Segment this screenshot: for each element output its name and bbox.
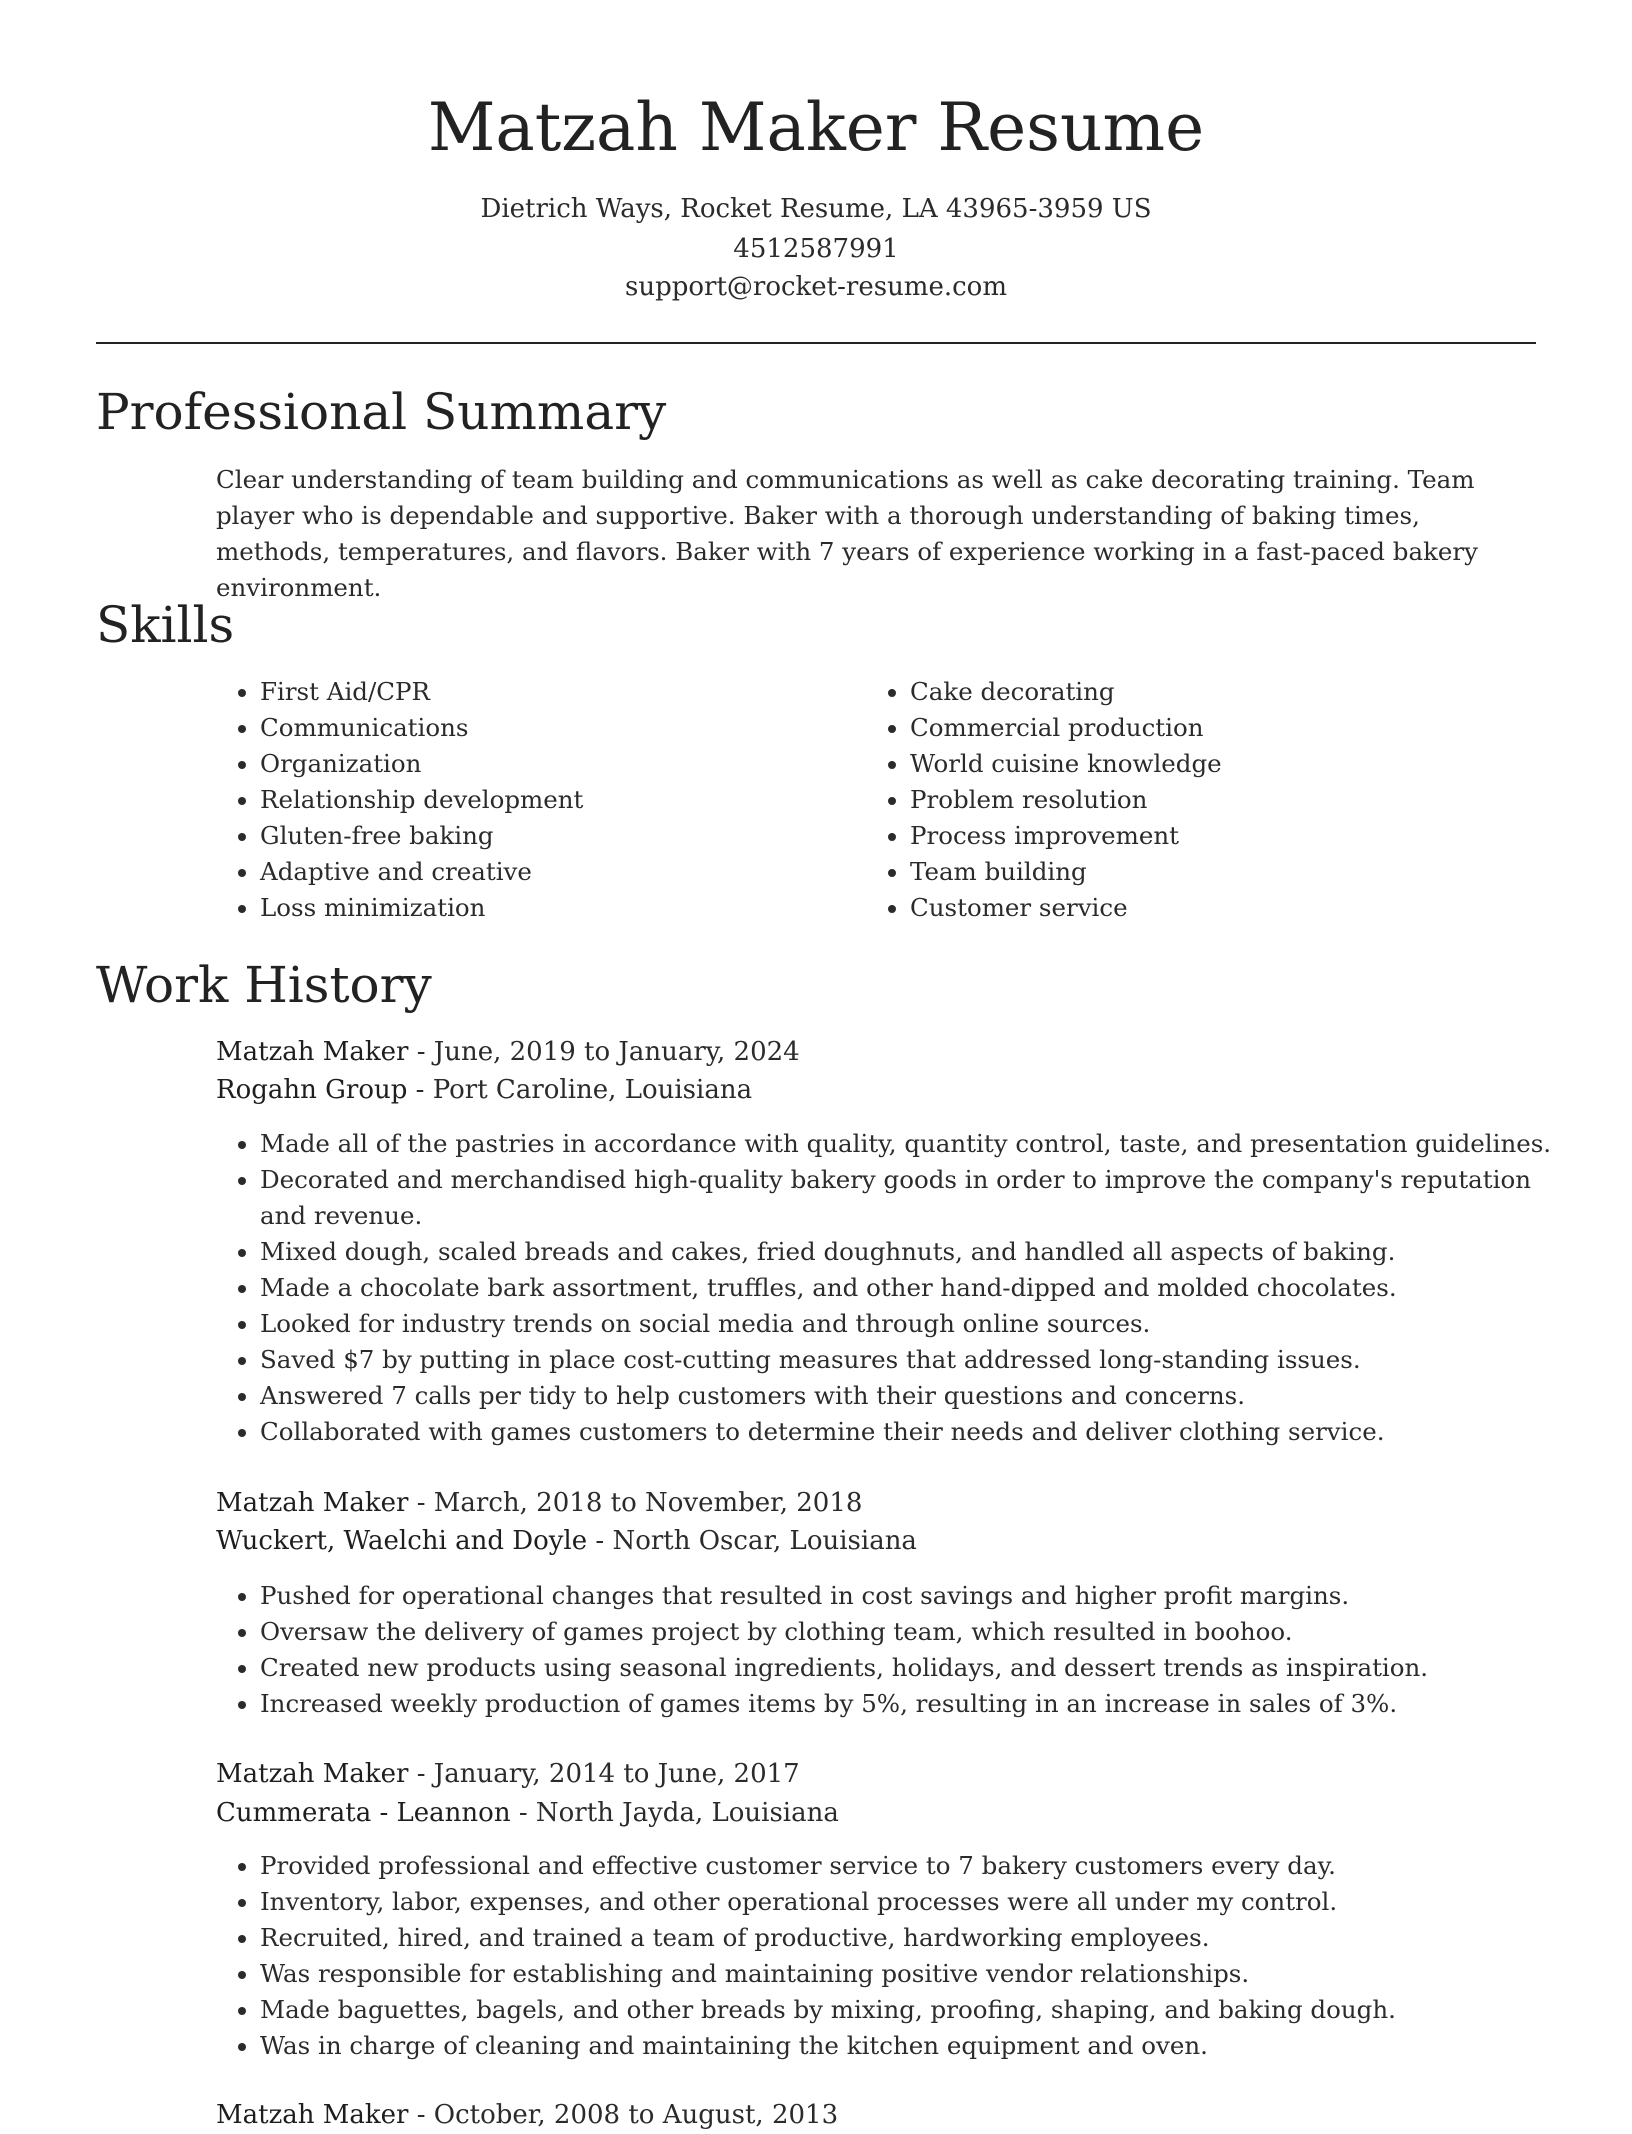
job-bullet: • Oversaw the delivery of games project by clothing team, which resulted in boohoo. — [260, 1614, 1580, 1650]
job-dates: - January, 2014 to June, 2017 — [408, 1759, 800, 1789]
work-history-heading: Work History — [96, 956, 432, 1014]
skill-item: • Team building — [910, 854, 1550, 890]
job-title-line — [216, 2096, 1536, 2134]
job-bullet: • Pushed for operational changes that resulted in cost savings and higher profit margins. — [260, 1578, 1580, 1614]
job-bullet: • Saved $7 by putting in place cost-cutting measures that addressed long-standing issues. — [260, 1342, 1580, 1378]
job-bullet: • Mixed dough, scaled breads and cakes, fried doughnuts, and handled all aspects of baking. — [260, 1234, 1580, 1270]
skill-item: • Gluten-free baking — [260, 818, 860, 854]
skill-item: • Communications — [260, 710, 860, 746]
job-bullet: • Recruited, hired, and trained a team of productive, hardworking employees. — [260, 1920, 1580, 1956]
job-bullet: • Was in charge of cleaning and maintaining the kitchen equipment and oven. — [260, 2028, 1580, 2064]
skill-item: • First Aid/CPR — [260, 674, 860, 710]
job-bullets — [216, 1848, 1580, 2064]
skills-list-left — [216, 674, 860, 926]
job-bullet: • Made baguettes, bagels, and other breads by mixing, proofing, shaping, and baking dough. — [260, 1992, 1580, 2028]
skill-item: • Customer service — [910, 890, 1550, 926]
job-bullet: • Looked for industry trends on social media and through online sources. — [260, 1306, 1580, 1342]
skill-item: • Relationship development — [260, 782, 860, 818]
job-bullet: • Made a chocolate bark assortment, truffles, and other hand-dipped and molded chocolates. — [260, 1270, 1580, 1306]
job-title-line — [216, 1484, 1536, 1522]
job-bullets — [216, 1126, 1580, 1450]
resume-title: Matzah Maker Resume — [427, 89, 1205, 166]
skill-item: • Organization — [260, 746, 860, 782]
job-bullet: • Made all of the pastries in accordance with quality, quantity control, taste, and presentation guidelines. — [260, 1126, 1580, 1162]
job-location: - Port Caroline, Louisiana — [407, 1075, 753, 1105]
skill-item: • Commercial production — [910, 710, 1550, 746]
job-company: Cummerata - Leannon — [216, 1798, 511, 1828]
job-bullet: • Created new products using seasonal ingredients, holidays, and dessert trends as inspiration. — [260, 1650, 1580, 1686]
summary-text: Clear understanding of team building and communications as well as cake decorating training. Team player who is dependable and supportive. Baker with a thorough understanding of baking times, methods, temperatures, and flavors. Baker with 7 years of experience working in a fast-paced bakery environment. — [216, 465, 1478, 602]
job-bullet: • Answered 7 calls per tidy to help customers with their questions and concerns. — [260, 1378, 1580, 1414]
contact-phone: 4512587991 — [733, 234, 899, 264]
skill-item: • Loss minimization — [260, 890, 860, 926]
contact-email: support@rocket-resume.com — [624, 272, 1007, 302]
header-divider — [96, 342, 1536, 344]
job-title-line — [216, 1755, 1536, 1793]
job-title-line — [216, 1033, 1536, 1071]
job-title: Matzah Maker — [216, 1488, 409, 1518]
skill-item: • Adaptive and creative — [260, 854, 860, 890]
skill-item: • Process improvement — [910, 818, 1550, 854]
contact-address: Dietrich Ways, Rocket Resume, LA 43965-3959 US — [480, 194, 1152, 224]
job-bullet: • Was responsible for establishing and maintaining positive vendor relationships. — [260, 1956, 1580, 1992]
job-dates: - October, 2008 to August, 2013 — [408, 2100, 839, 2130]
job-dates: - March, 2018 to November, 2018 — [408, 1488, 863, 1518]
skill-item: • Cake decorating — [910, 674, 1550, 710]
job-bullet: • Collaborated with games customers to determine their needs and deliver clothing service. — [260, 1414, 1580, 1450]
job-title: Matzah Maker — [216, 1037, 409, 1067]
job-company-line — [216, 1522, 1536, 1560]
job-bullets — [216, 1578, 1580, 1722]
skills-heading: Skills — [96, 596, 235, 654]
job-bullet: • Increased weekly production of games items by 5%, resulting in an increase in sales of 3%. — [260, 1686, 1580, 1722]
job-company: Rogahn Group — [216, 1075, 408, 1105]
job-bullet: • Provided professional and effective customer service to 7 bakery customers every day. — [260, 1848, 1580, 1884]
job-company-line — [216, 1794, 1536, 1832]
skill-item: • World cuisine knowledge — [910, 746, 1550, 782]
job-location: - North Oscar, Louisiana — [587, 1526, 917, 1556]
job-location: - North Jayda, Louisiana — [510, 1798, 839, 1828]
job-title: Matzah Maker — [216, 2100, 409, 2130]
job-company: Wuckert, Waelchi and Doyle — [216, 1526, 588, 1556]
job-company-line — [216, 1071, 1536, 1109]
job-bullet: • Decorated and merchandised high-quality bakery goods in order to improve the company's reputation and revenue. — [260, 1162, 1580, 1234]
job-title: Matzah Maker — [216, 1759, 409, 1789]
skill-item: • Problem resolution — [910, 782, 1550, 818]
skills-list-right — [866, 674, 1550, 926]
summary-heading: Professional Summary — [96, 383, 667, 441]
job-bullet: • Inventory, labor, expenses, and other operational processes were all under my control. — [260, 1884, 1580, 1920]
job-dates: - June, 2019 to January, 2024 — [408, 1037, 800, 1067]
